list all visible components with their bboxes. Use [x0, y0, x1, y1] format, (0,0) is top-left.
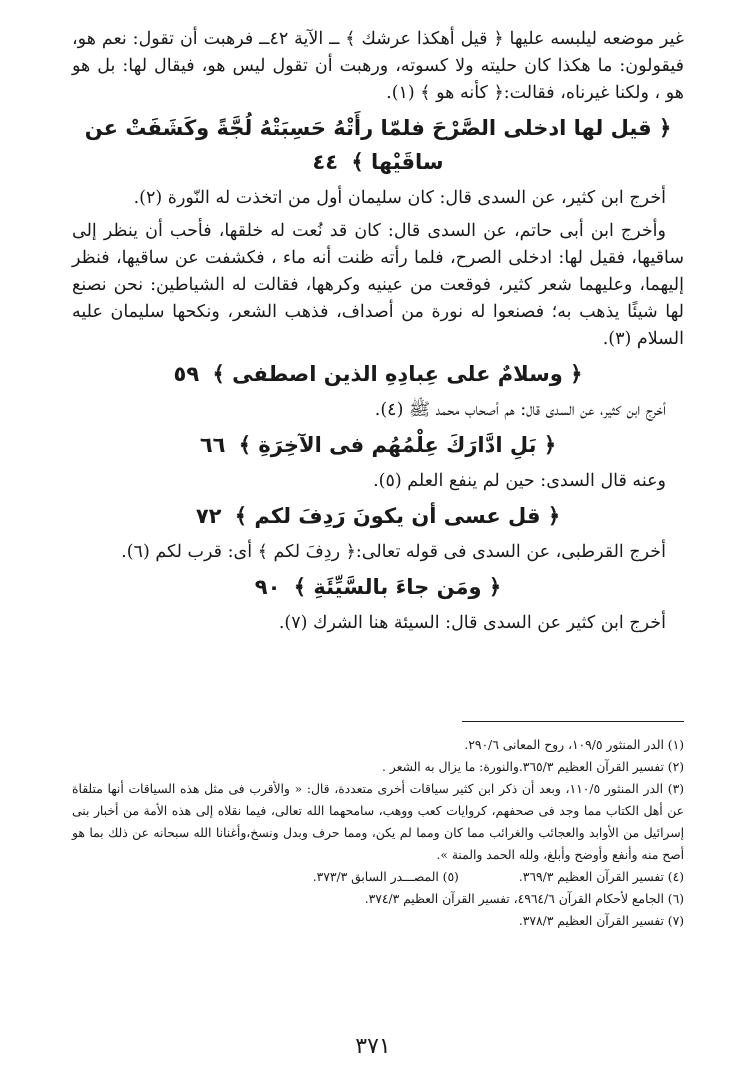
page-number: ٣٧١ — [355, 1034, 391, 1059]
paragraph-3: وأخرج ابن أبى حاتم، عن السدى قال: كان قد نُعت له خلقها، فأحب أن ينظر إلى ساقيها، فقيل لها: ادخلى الصرح، فلما رأته ظنت أنه ماء ، فكشفت عن ساقيها، فنظر إليهما، وعليهما شعر كثير، فوقعت من عينيه وكرهها، فقالت له الشياطين: نحن نصنع لها شيئًا يذهب به؛ فصنعوا له نورة من أصداف، فذهب الشعر، ونكحها سليمان عليه السلام (٣). — [72, 221, 684, 349]
paragraph-4: أخرج ابن كثير، عن السدى قال: هم أصحاب محمد ﷺ (٤). — [374, 400, 666, 420]
verse-heading-72 — [72, 499, 684, 533]
paragraph-2: أخرج ابن كثير، عن السدى قال: كان سليمان أول من اتخذت له النّورة (٢). — [133, 188, 666, 208]
verse-text: ﴿ ومَن جاءَ بالسَّيِّئَةِ ﴾ — [293, 575, 502, 599]
footnote-divider — [462, 721, 684, 722]
verse-heading-90 — [72, 570, 684, 604]
verse-text: ﴿ قيل لها ادخلى الصَّرْحَ فلمّا رأَتْهُ حَسِبَتْهُ لُجَّةً وكَشَفَتْ عن ساقَيْها ﴾ — [84, 116, 672, 174]
paragraph-7: أخرج ابن كثير عن السدى قال: السيئة هنا الشرك (٧). — [278, 613, 666, 633]
verse-number: ٩٠ — [254, 575, 281, 599]
verse-number: ٥٩ — [173, 362, 200, 386]
footnote-2: (٢) تفسير القرآن العظيم ٣٦٥/٣.والنورة: ما يزال به الشعر . — [381, 760, 684, 774]
verse-number: ٤٤ — [312, 150, 339, 174]
main-text — [72, 26, 684, 637]
verse-text: ﴿ بَلِ ادَّارَكَ عِلْمُهُم فى الآخِرَةِ ﴾ — [238, 433, 557, 457]
verse-text: ﴿ وسلامٌ على عِبادِهِ الذين اصطفى ﴾ — [212, 362, 583, 386]
paragraph-5: وعنه قال السدى: حين لم ينفع العلم (٥). — [373, 471, 666, 491]
footnote-3: (٣) الدر المنثور ١١٠/٥، وبعد أن ذكر ابن كثير سياقات أخرى متعددة، قال: « والأقرب فى مثل هذه السياقات أنها متلقاة عن أهل الكتاب مما وجد فى صحفهم، كروايات كعب ووهب، سامحهما الله تعالى، فيما نقلاه إلى هذه الأمة من أخبار بنى إسرائيل من الأوابد والعجائب والغرائب مما كان ومما لم يكن، ومما حرف وبدل ونسخ،وأغنانا الله سبحانه عن ذلك بما هو أصح منه وأنفع وأوضح وأبلغ، ولله الحمد والمنة ». — [72, 782, 684, 862]
footnote-row-4-5 — [72, 866, 684, 888]
paragraph-1: غير موضعه ليلبسه عليها ﴿ قيل أهكذا عرشك ﴾ ــ الآية ٤٢ــ فرهبت أن تقول: نعم هو، فيقولون: ما هكذا كان حليته ولا كسوته، ورهبت أن تقول ليس هو، فيقال لها: بل هو هو ، ولكنا غيرناه، فقالت:﴿ كأنه هو ﴾ (١). — [72, 29, 684, 103]
verse-heading-66 — [72, 428, 684, 462]
paragraph-6: أخرج القرطبى، عن السدى فى قوله تعالى:﴿ ردِفَ لكم ﴾ أى: قرب لكم (٦). — [121, 542, 666, 562]
footnotes — [72, 734, 684, 932]
footnote-4: (٤) تفسير القرآن العظيم ٣٦٩/٣. — [518, 870, 684, 884]
footnote-7: (٧) تفسير القرآن العظيم ٣٧٨/٣. — [518, 914, 684, 928]
footnote-6: (٦) الجامع لأحكام القرآن ٤٩٦٤/٦، تفسير القرآن العظيم ٣٧٤/٣. — [364, 892, 684, 906]
footnote-1: (١) الدر المنثور ١٠٩/٥، روح المعانى ٢٩٠/٦. — [464, 738, 684, 752]
verse-text: ﴿ قل عسى أن يكونَ رَدِفَ لكم ﴾ — [234, 504, 561, 528]
verse-number: ٦٦ — [199, 433, 226, 457]
footnote-5: (٥) المصـــدر السابق ٣٧٣/٣. — [312, 870, 459, 884]
verse-number: ٧٢ — [195, 504, 222, 528]
verse-heading-44 — [72, 111, 684, 179]
verse-heading-59 — [72, 357, 684, 391]
